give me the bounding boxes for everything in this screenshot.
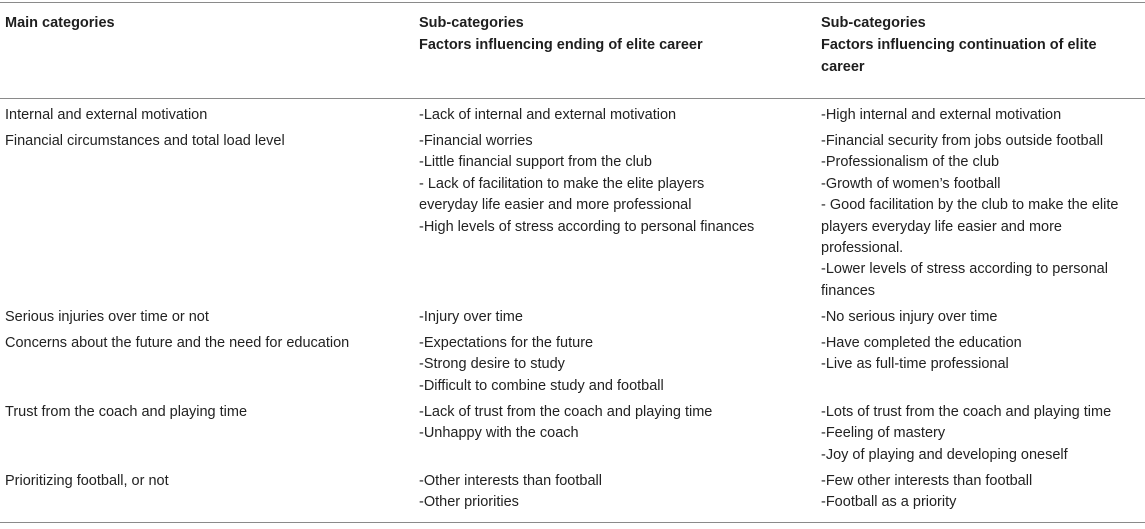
- cell-line: players everyday life easier and more: [821, 218, 1062, 235]
- header-continuation-factors: [821, 12, 1097, 78]
- cell-line: -Expectations for the future: [419, 335, 594, 351]
- cell-line: finances: [821, 282, 876, 299]
- cell-line: -Growth of women’s football: [821, 175, 1001, 192]
- ending-factors-cell: [419, 307, 523, 328]
- cell-line: -Financial security from jobs outside football: [821, 133, 1104, 149]
- cell-line: everyday life easier and more professional: [419, 197, 692, 214]
- main-category-cell: [5, 402, 247, 423]
- cell-line: -Have completed the education: [821, 335, 1022, 351]
- continuation-factors-cell: [821, 471, 1032, 514]
- cell-line: -Professionalism of the club: [821, 154, 1000, 171]
- cell-line: professional.: [821, 240, 904, 257]
- cell-line: -Joy of playing and developing oneself: [821, 446, 1068, 463]
- header-line: Factors influencing ending of elite career: [419, 37, 703, 53]
- cell-line: -Other interests than football: [419, 473, 602, 489]
- cell-line: Internal and external motivation: [5, 107, 208, 123]
- cell-line: -High internal and external motivation: [821, 107, 1062, 123]
- main-category-cell: [5, 307, 209, 328]
- cell-line: -High levels of stress according to personal finances: [419, 218, 755, 235]
- header-line: career: [821, 59, 865, 75]
- cell-line: - Good facilitation by the club to make the elite: [821, 197, 1119, 214]
- ending-factors-cell: [419, 131, 754, 238]
- continuation-factors-cell: [821, 105, 1061, 126]
- cell-line: -Feeling of mastery: [821, 425, 946, 442]
- cell-line: -Lack of trust from the coach and playing time: [419, 404, 713, 420]
- cell-line: -Lack of internal and external motivation: [419, 107, 677, 123]
- cell-line: -Unhappy with the coach: [419, 425, 579, 442]
- cell-line: Financial circumstances and total load level: [5, 133, 285, 149]
- ending-factors-cell: [419, 333, 664, 397]
- header-line: Sub-categories: [419, 15, 524, 31]
- cell-line: Concerns about the future and the need for education: [5, 335, 350, 351]
- cell-line: -Strong desire to study: [419, 356, 565, 373]
- header-main-categories: [5, 12, 115, 34]
- cell-line: Serious injuries over time or not: [5, 309, 209, 325]
- main-category-cell: [5, 131, 285, 152]
- cell-line: -Financial worries: [419, 133, 533, 149]
- cell-line: - Lack of facilitation to make the elite players: [419, 175, 705, 192]
- cell-line: -Injury over time: [419, 309, 523, 325]
- cell-line: -Live as full-time professional: [821, 356, 1009, 373]
- cell-line: Trust from the coach and playing time: [5, 404, 248, 420]
- cell-line: -Other priorities: [419, 494, 519, 511]
- cell-line: -Difficult to combine study and football: [419, 377, 664, 394]
- table-top-rule: [0, 2, 1145, 3]
- header-rule: [0, 98, 1145, 99]
- table-bottom-rule: [0, 522, 1145, 523]
- continuation-factors-cell: [821, 333, 1022, 376]
- main-category-cell: [5, 471, 169, 492]
- header-line: Sub-categories: [821, 15, 926, 31]
- main-category-cell: [5, 105, 207, 126]
- ending-factors-cell: [419, 471, 602, 514]
- cell-line: -Little financial support from the club: [419, 154, 652, 171]
- header-line: Factors influencing continuation of elite: [821, 37, 1097, 53]
- header-ending-factors: [419, 12, 703, 56]
- cell-line: -Few other interests than football: [821, 473, 1033, 489]
- cell-line: Prioritizing football, or not: [5, 473, 169, 489]
- header-line: Main categories: [5, 15, 115, 31]
- ending-factors-cell: [419, 105, 676, 126]
- continuation-factors-cell: [821, 307, 997, 328]
- continuation-factors-cell: [821, 131, 1118, 302]
- cell-line: -No serious injury over time: [821, 309, 998, 325]
- cell-line: -Lots of trust from the coach and playing time: [821, 404, 1112, 420]
- cell-line: -Lower levels of stress according to personal: [821, 261, 1108, 278]
- cell-line: -Football as a priority: [821, 494, 957, 511]
- continuation-factors-cell: [821, 402, 1111, 466]
- main-category-cell: [5, 333, 349, 354]
- ending-factors-cell: [419, 402, 712, 445]
